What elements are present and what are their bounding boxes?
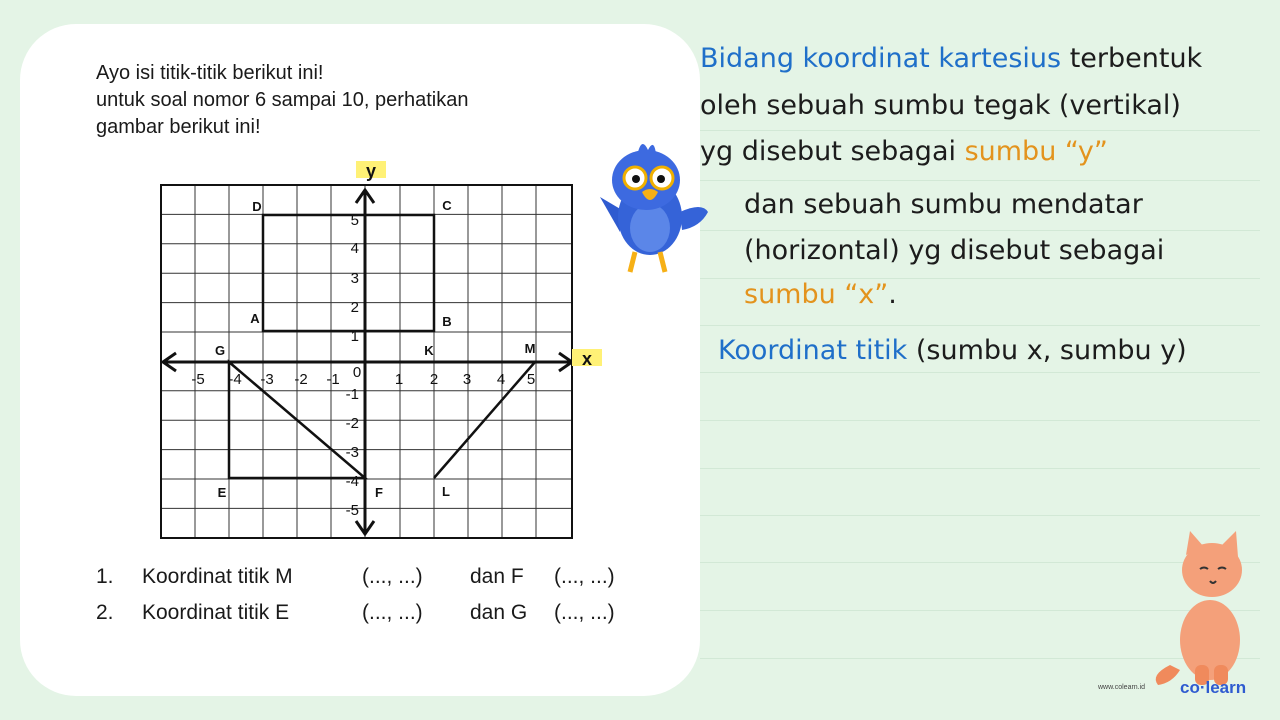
x-tick-label: 2 (429, 371, 439, 388)
explanation-line-7 (718, 335, 1187, 366)
question-connector: dan F (470, 565, 524, 588)
term-y-axis: sumbu “y” (964, 136, 1108, 167)
intro-text (96, 60, 656, 141)
y-tick-label: -2 (345, 415, 359, 432)
term-x-axis: sumbu “x” (744, 279, 889, 310)
cat-mascot-icon (1150, 525, 1260, 690)
point-label-g: G (214, 343, 226, 358)
question-number: 1. (96, 565, 114, 588)
intro-line-1: Ayo isi titik-titik berikut ini! (96, 62, 324, 84)
term-coordinate-point: Koordinat titik (718, 335, 908, 366)
y-tick-label: -4 (345, 473, 359, 490)
point-label-f: F (375, 485, 383, 500)
y-tick-label: -3 (345, 444, 359, 461)
point-label-a: A (250, 311, 260, 326)
x-tick-label: -4 (228, 371, 242, 388)
answer-blank[interactable]: (..., ...) (554, 565, 615, 588)
question-number: 2. (96, 601, 114, 624)
point-label-l: L (442, 484, 450, 499)
y-tick-label: 4 (350, 240, 359, 257)
point-label-e: E (217, 485, 227, 500)
question-connector: dan G (470, 601, 528, 624)
x-tick-label: 1 (394, 371, 404, 388)
answer-blank[interactable]: (..., ...) (554, 601, 615, 624)
x-tick-label: 3 (462, 371, 472, 388)
coordinate-graph (150, 160, 593, 545)
x-tick-label: -2 (294, 371, 308, 388)
text-segment: yg disebut sebagai (700, 136, 965, 167)
question-text: Koordinat titik M (142, 565, 293, 588)
intro-line-2: untuk soal nomor 6 sampai 10, perhatikan (96, 89, 469, 111)
explanation-line-1 (700, 43, 1202, 74)
x-tick-label: 4 (496, 371, 506, 388)
x-axis-label: x (581, 349, 593, 369)
explanation-line-4: dan sebuah sumbu mendatar (744, 189, 1143, 220)
point-label-k: K (424, 343, 434, 358)
point-label-m: M (524, 341, 536, 356)
x-tick-label: 5 (526, 371, 536, 388)
y-tick-label: 2 (350, 299, 359, 316)
y-tick-label: -1 (345, 386, 359, 403)
text-segment: (sumbu x, sumbu y) (907, 335, 1187, 366)
brand-logo: co·learn (1180, 678, 1247, 697)
answer-blank[interactable]: (..., ...) (362, 565, 423, 588)
y-tick-label: 5 (350, 212, 359, 229)
x-tick-label: 0 (352, 364, 362, 381)
intro-line-3: gambar berikut ini! (96, 116, 261, 138)
explanation-line-2: oleh sebuah sumbu tegak (vertikal) (700, 90, 1181, 121)
point-label-d: D (252, 199, 262, 214)
explanation-line-3 (700, 136, 1108, 167)
point-label-b: B (442, 314, 452, 329)
x-tick-label: -3 (260, 371, 274, 388)
text-segment: terbentuk (1061, 43, 1203, 74)
y-tick-label: 3 (350, 270, 359, 287)
answer-blank[interactable]: (..., ...) (362, 601, 423, 624)
y-axis-label: y (365, 161, 377, 181)
text-segment: . (888, 279, 897, 310)
explanation-line-5: (horizontal) yg disebut sebagai (744, 235, 1165, 266)
x-tick-label: -1 (326, 371, 340, 388)
x-tick-label: -5 (191, 371, 205, 388)
y-tick-label: 1 (350, 328, 359, 345)
brand-url: www.colearn.id (1098, 684, 1146, 691)
term-cartesian-plane: Bidang koordinat kartesius (700, 43, 1062, 74)
y-tick-label: -5 (345, 502, 359, 519)
question-text: Koordinat titik E (142, 601, 290, 624)
point-label-c: C (442, 198, 452, 213)
explanation-line-6 (744, 279, 897, 310)
